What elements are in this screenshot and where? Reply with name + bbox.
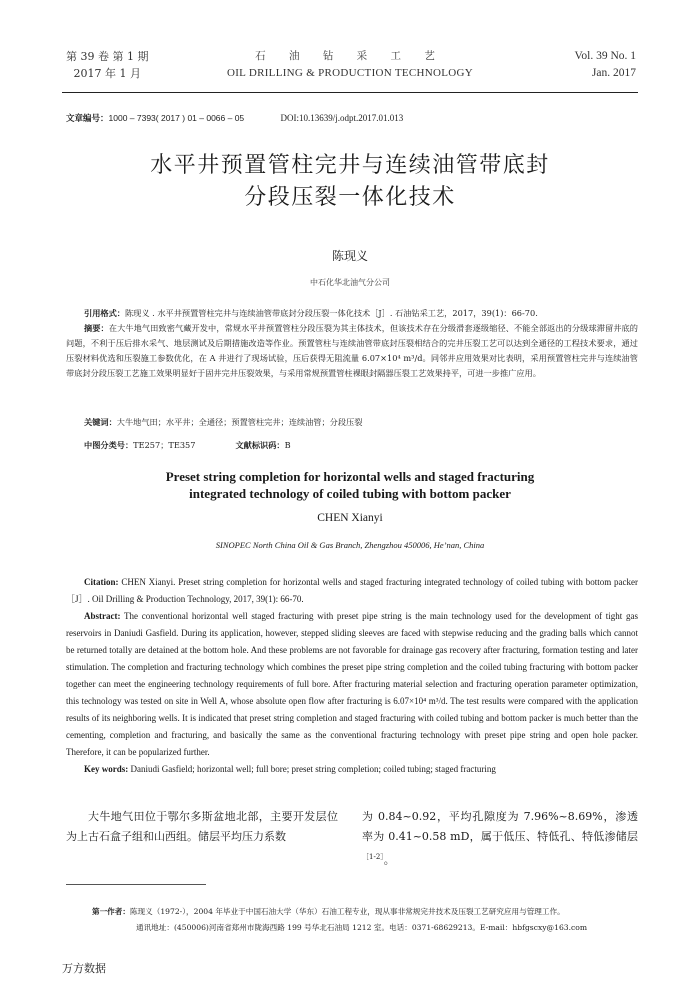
volume-issue-cn: 第 39 卷 第 1 期 <box>66 50 149 63</box>
clc-value: TE257；TE357 <box>133 440 196 450</box>
body-column-left: 大牛地气田位于鄂尔多斯盆地北部，主要开发层位为上古石盒子组和山西组。储层平均压力系数 <box>66 810 338 843</box>
header-rule <box>62 92 638 93</box>
cn-front-matter <box>66 306 638 381</box>
citation-cn-label: 引用格式： <box>84 308 125 318</box>
journal-name <box>180 48 520 82</box>
affiliation-cn: 中石化华北油气分公司 <box>310 278 390 287</box>
paper-title-en <box>0 468 700 502</box>
citation-cn-text: 陈现义 . 水平井预置管柱完井与连续油管带底封分段压裂一体化技术［J］. 石油钻采工艺，2017，39(1)：66-70. <box>124 308 538 318</box>
abstract-cn-label: 摘要： <box>84 323 109 333</box>
footnote-rule <box>66 884 206 885</box>
date-en: Jan. 2017 <box>591 67 636 79</box>
abstract-cn <box>66 321 638 381</box>
journal-name-cn: 石 油 钻 采 工 艺 <box>255 50 445 62</box>
article-info <box>66 112 403 124</box>
journal-volume-issue <box>66 48 148 82</box>
keywords-cn-label: 关键词： <box>84 417 117 427</box>
doi[interactable]: DOI:10.13639/j.odpt.2017.01.013 <box>280 113 404 123</box>
abstract-cn-text: 在大牛地气田致密气藏开发中，常规水平井预置管柱分段压裂为其主体技术，但该技术存在分级滑套逐级缩径、不能全部返出的分级球滞留井底的问题，不利于压后排水采气、地层测试及后期措施改造等作业。预置管柱与连续油管带底封压裂相结合的完井压裂工艺可以达到全通径的工程技术要求，通过压裂材料优选和压裂施工参数优化，在 A 井进行了现场试验，压后获得无阻流量 6.07×10⁴ m³/d。同邻井应用效果对比表明，采用预置管柱完井与连续油管带底封分段压裂工艺施工效果明显好于固井完井压裂效果，与采用常规预置管柱裸眼封隔器压裂工艺效果持平，可进一步推广应用。 <box>66 323 638 378</box>
abstract-en <box>66 608 638 761</box>
citation-en-label: Citation: <box>84 577 119 587</box>
article-number-label: 文章编号： <box>66 114 109 124</box>
watermark: 万方数据 <box>62 962 106 975</box>
keywords-en-label: Key words: <box>84 764 129 774</box>
title-en-line2: integrated technology of coiled tubing with bottom packer <box>189 486 511 501</box>
body-column-right <box>362 807 638 871</box>
date-cn: 2017 年 1 月 <box>73 67 141 80</box>
abstract-en-text: The conventional horizontal well staged fracturing with preset pipe string is the main technology used for the development of tight gas reservoirs in Daniudi Gasfield. During its application, however, stepped sliding sleeves are faced with stepwise reducing and the grading balls which cannot be returned totally are detained at the bottom hole. And these problems are not favorable for drainage gas recovery after fracturing, formation testing and later stimulation. The completion and fracturing technology which combines the preset pipe string completion and the coiled tubing fracturing with bottom packer together can meet the engineering technology requirements of full bore. After fracturing material selection and fracturing operation parameter optimization, this technology was tested on site in Well A, whose absolute open flow after fracturing is 6.07×10⁴ m³/d. The test results were compared with the application results of its neighboring wells. It is indicated that preset string completion and staged fracturing with coiled tubing and bottom packer is much better than the cementing, completion and fracturing, and basically the same as the conventional fracturing technology with preset pipe string and open hole packer. Therefore, it can be popularized further. <box>66 611 638 757</box>
citation-en <box>66 574 638 608</box>
keywords-cn-text: 大牛地气田；水平井；全通径；预置管柱完井；连续油管；分段压裂 <box>116 417 363 427</box>
body-col2-end: 。 <box>383 853 395 867</box>
journal-volume-issue-en <box>575 48 636 82</box>
title-en-line1: Preset string completion for horizontal wells and staged fracturing <box>165 469 535 484</box>
paper-title-cn <box>0 150 700 214</box>
body-col2-text: 为 0.84~0.92，平均孔隙度为 7.96%~8.69%，渗透率为 0.41~0.58 mD，属于低压、特低孔、特低渗储层 <box>362 810 638 843</box>
title-cn-line2: 分段压裂一体化技术 <box>244 185 456 210</box>
keywords-cn <box>66 415 638 430</box>
volume-issue-en: Vol. 39 No. 1 <box>574 50 636 62</box>
author-en: CHEN Xianyi <box>317 512 383 524</box>
journal-name-en: OIL DRILLING & PRODUCTION TECHNOLOGY <box>226 67 474 79</box>
footnote-text: 陈现义（1972-），2004 年毕业于中国石油大学（华东）石油工程专业，现从事非常规完井技术及压裂工艺研究应用与管理工作。 <box>129 907 565 916</box>
reference-marker[interactable]: ［1-2］ <box>362 853 384 861</box>
footnote <box>92 904 640 936</box>
doc-code-label: 文献标识码： <box>235 440 285 450</box>
citation-cn <box>66 306 638 321</box>
article-number: 1000 – 7393( 2017 ) 01 – 0066 – 05 <box>108 113 245 123</box>
abstract-en-label: Abstract: <box>84 611 121 621</box>
keywords-en <box>66 761 638 778</box>
keywords-en-text: Daniudi Gasfield; horizontal well; full bore; preset string completion; coiled tubing; staged fracturing <box>130 764 496 774</box>
footnote-label: 第一作者： <box>92 907 130 916</box>
en-front-matter <box>66 574 638 778</box>
doc-code-value: B <box>284 440 291 450</box>
classification-cn <box>66 438 638 453</box>
title-cn-line1: 水平井预置管柱完井与连续油管带底封 <box>150 153 550 178</box>
footnote-address: 通讯地址：(450006)河南省郑州市陇海西路 199 号华北石油局 1212 室。电话：0371-68629213。E-mail：hbfgscxy@163.com <box>136 923 588 932</box>
citation-en-text: CHEN Xianyi. Preset string completion for horizontal wells and staged fracturing integrated technology of coiled tubing with bottom packer［J］. Oil Drilling & Production Technology, 2017, 39(1): 66-70. <box>66 577 639 604</box>
affiliation-en: SINOPEC North China Oil & Gas Branch, Zhengzhou 450006, He’nan, China <box>215 540 485 550</box>
author-cn: 陈现义 <box>331 249 368 263</box>
clc-label: 中图分类号： <box>84 440 134 450</box>
